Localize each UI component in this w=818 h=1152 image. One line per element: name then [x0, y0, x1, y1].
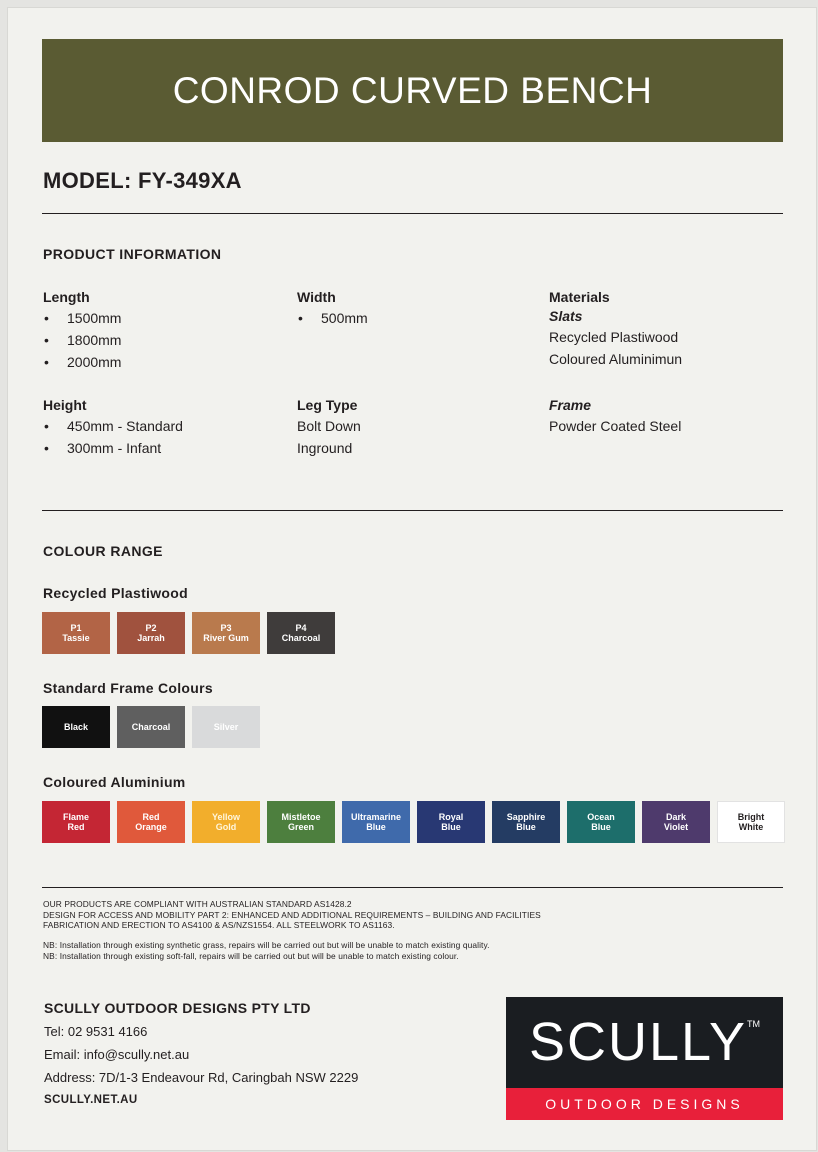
- slats-item: Coloured Aluminimun: [549, 351, 683, 367]
- scully-logo: [506, 997, 783, 1120]
- plastiwood-swatches: [42, 612, 342, 654]
- swatch-label: Green: [287, 822, 314, 832]
- frame-swatch: [192, 706, 260, 748]
- plastiwood-swatch: [42, 612, 110, 654]
- swatch-label: Orange: [135, 822, 167, 832]
- logo-tagline: OUTDOOR DESIGNS: [545, 1096, 744, 1112]
- swatch-label: Sapphire: [506, 812, 546, 822]
- swatch-label: Blue: [441, 822, 461, 832]
- note-line: NB: Installation through existing soft-fall, repairs will be carried out but will be unable to match existing colour.: [43, 950, 459, 961]
- swatch-label: White: [738, 822, 764, 832]
- swatch-label: Violet: [663, 822, 689, 832]
- compliance-line: OUR PRODUCTS ARE COMPLIANT WITH AUSTRALIAN STANDARD AS1428.2: [43, 899, 352, 909]
- swatch-label: Yellow: [211, 812, 240, 822]
- length-block: [43, 289, 121, 376]
- compliance-line: DESIGN FOR ACCESS AND MOBILITY PART 2: ENHANCED AND ADDITIONAL REQUIREMENTS – BUILDING AND FACILITIES: [43, 909, 541, 920]
- model-number: MODEL: FY-349XA: [43, 168, 242, 193]
- company-phone: Tel: 02 9531 4166: [44, 1024, 148, 1039]
- plastiwood-swatch: [192, 612, 260, 654]
- frame-swatch: [42, 706, 110, 748]
- width-block: [297, 289, 368, 332]
- leg-type-item: Bolt Down: [297, 418, 361, 434]
- swatch-label: Dark: [665, 812, 686, 822]
- swatch-label: P4: [295, 623, 307, 633]
- swatch-label: Red: [142, 812, 160, 822]
- logo-trademark: TM: [747, 1019, 761, 1029]
- compliance-line: FABRICATION AND ERECTION TO AS4100 & AS/NZS1554. ALL STEELWORK TO AS1163.: [43, 920, 395, 930]
- aluminium-swatch: [192, 801, 260, 843]
- materials-label: Materials: [549, 289, 610, 305]
- aluminium-swatch: [42, 801, 110, 843]
- company-name: SCULLY OUTDOOR DESIGNS PTY LTD: [44, 1000, 311, 1016]
- height-block: [43, 397, 183, 462]
- logo-wordmark: [506, 1011, 783, 1073]
- swatch-label: Ultramarine: [350, 812, 402, 822]
- swatch-label: Bright: [737, 812, 765, 822]
- aluminium-swatch: [567, 801, 635, 843]
- swatch-label: Red: [67, 822, 85, 832]
- length-item: • 1500mm: [43, 310, 121, 332]
- length-item: • 2000mm: [43, 354, 121, 376]
- swatch-label: Blue: [591, 822, 611, 832]
- product-title: CONROD CURVED BENCH: [172, 69, 653, 111]
- length-label: Length: [43, 289, 90, 305]
- swatch-label: Flame: [62, 812, 89, 822]
- company-email[interactable]: Email: info@scully.net.au: [44, 1047, 190, 1062]
- width-label: Width: [297, 289, 336, 305]
- aluminium-swatch: [117, 801, 185, 843]
- swatch-label: Silver: [213, 722, 239, 732]
- aluminium-swatches: [42, 801, 792, 843]
- height-item: • 450mm - Standard: [43, 418, 183, 440]
- aluminium-swatch: [342, 801, 410, 843]
- aluminium-label: Coloured Aluminium: [43, 774, 186, 790]
- leg-type-item: Inground: [297, 440, 353, 456]
- logo-tagline-band: [506, 1088, 783, 1120]
- swatch-label: Ocean: [587, 812, 615, 822]
- swatch-label: Blue: [366, 822, 386, 832]
- swatch-label: Tassie: [62, 633, 90, 643]
- swatch-label: Charcoal: [281, 633, 321, 643]
- divider: [42, 510, 783, 511]
- installation-notes: [43, 940, 490, 961]
- company-website[interactable]: SCULLY.NET.AU: [44, 1094, 138, 1106]
- slats-label: Slats: [549, 308, 583, 324]
- swatch-label: Royal: [438, 812, 464, 822]
- frame-label: Frame: [549, 397, 592, 413]
- swatch-label: Blue: [516, 822, 536, 832]
- swatch-label: Jarrah: [137, 633, 165, 643]
- frame-swatches: [42, 706, 267, 748]
- logo-word: SCULLY: [528, 1012, 748, 1072]
- aluminium-swatch: [267, 801, 335, 843]
- materials-block: [549, 289, 682, 373]
- height-label: Height: [43, 397, 87, 413]
- frame-item: Powder Coated Steel: [549, 418, 682, 434]
- divider: [42, 887, 783, 888]
- leg-type-label: Leg Type: [297, 397, 358, 413]
- title-banner: [42, 39, 783, 142]
- leg-type-block: [297, 397, 361, 462]
- swatch-label: Mistletoe: [281, 812, 321, 822]
- aluminium-swatch: [642, 801, 710, 843]
- length-item: • 1800mm: [43, 332, 121, 354]
- plastiwood-label: Recycled Plastiwood: [43, 585, 188, 601]
- swatch-label: P2: [145, 623, 157, 633]
- frame-swatch: [117, 706, 185, 748]
- swatch-label: River Gum: [203, 633, 249, 643]
- swatch-label: P1: [70, 623, 82, 633]
- aluminium-swatch: [717, 801, 785, 843]
- plastiwood-swatch: [117, 612, 185, 654]
- company-address: Address: 7D/1-3 Endeavour Rd, Caringbah NSW 2229: [44, 1070, 359, 1085]
- frame-colours-label: Standard Frame Colours: [43, 680, 213, 696]
- swatch-label: Black: [63, 722, 89, 732]
- colour-range-heading: COLOUR RANGE: [43, 543, 163, 559]
- swatch-label: Charcoal: [131, 722, 171, 732]
- swatch-label: P3: [220, 623, 232, 633]
- height-item: • 300mm - Infant: [43, 440, 183, 462]
- width-item: • 500mm: [297, 310, 368, 332]
- frame-material-block: [549, 397, 681, 440]
- divider: [42, 213, 783, 214]
- compliance-text: [43, 899, 541, 931]
- plastiwood-swatch: [267, 612, 335, 654]
- slats-item: Recycled Plastiwood: [549, 329, 679, 345]
- aluminium-swatch: [417, 801, 485, 843]
- product-info-heading: PRODUCT INFORMATION: [43, 246, 222, 262]
- swatch-label: Gold: [215, 822, 237, 832]
- aluminium-swatch: [492, 801, 560, 843]
- note-line: NB: Installation through existing synthetic grass, repairs will be carried out but will be unable to match existing quality.: [43, 940, 490, 950]
